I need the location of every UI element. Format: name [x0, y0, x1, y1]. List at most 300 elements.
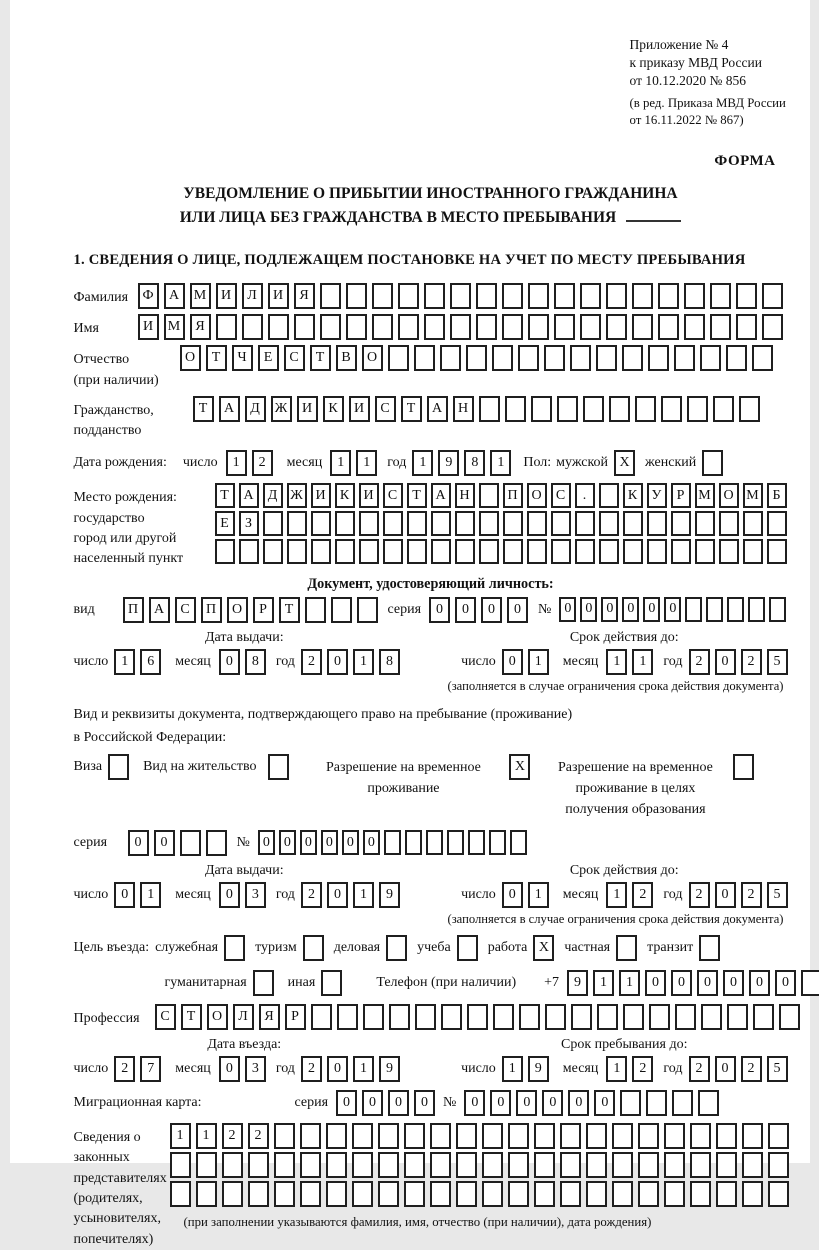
char-box[interactable]: О — [180, 345, 201, 371]
char-box[interactable]: М — [743, 483, 763, 508]
char-box[interactable]: Т — [279, 597, 300, 623]
char-box[interactable] — [544, 345, 565, 371]
char-box[interactable]: И — [349, 396, 370, 422]
char-box[interactable] — [215, 539, 235, 564]
visa-checkbox[interactable] — [108, 754, 129, 780]
char-box[interactable] — [664, 1181, 685, 1207]
char-box[interactable] — [405, 830, 422, 855]
char-box[interactable]: 1 — [356, 450, 377, 476]
char-box[interactable] — [557, 396, 578, 422]
temporary-residence-education-checkbox[interactable] — [733, 754, 754, 780]
char-box[interactable] — [690, 1181, 711, 1207]
char-box[interactable] — [456, 1123, 477, 1149]
char-box[interactable] — [623, 539, 643, 564]
char-box[interactable] — [287, 539, 307, 564]
char-box[interactable] — [684, 314, 705, 340]
char-box[interactable] — [378, 1152, 399, 1178]
char-box[interactable]: А — [164, 283, 185, 309]
char-box[interactable]: 2 — [301, 1056, 322, 1082]
char-box[interactable] — [359, 539, 379, 564]
char-box[interactable] — [320, 283, 341, 309]
char-box[interactable]: 0 — [568, 1090, 589, 1116]
char-box[interactable] — [216, 314, 237, 340]
char-box[interactable] — [632, 283, 653, 309]
char-box[interactable] — [743, 511, 763, 536]
char-box[interactable] — [769, 597, 786, 622]
char-box[interactable] — [346, 283, 367, 309]
char-box[interactable]: 0 — [455, 597, 476, 623]
char-box[interactable] — [294, 314, 315, 340]
char-box[interactable]: 1 — [606, 1056, 627, 1082]
char-box[interactable]: А — [149, 597, 170, 623]
char-box[interactable]: 0 — [154, 830, 175, 856]
char-box[interactable] — [742, 1152, 763, 1178]
char-box[interactable]: М — [190, 283, 211, 309]
residence-permit-checkbox[interactable] — [268, 754, 289, 780]
char-box[interactable]: 5 — [767, 882, 788, 908]
char-box[interactable] — [404, 1181, 425, 1207]
char-box[interactable] — [450, 283, 471, 309]
char-box[interactable] — [287, 511, 307, 536]
char-box[interactable]: Т — [310, 345, 331, 371]
char-box[interactable] — [378, 1181, 399, 1207]
char-box[interactable]: 7 — [140, 1056, 161, 1082]
char-box[interactable] — [493, 1004, 514, 1030]
char-box[interactable] — [482, 1181, 503, 1207]
char-box[interactable]: 1 — [114, 649, 135, 675]
char-box[interactable] — [450, 314, 471, 340]
char-box[interactable] — [300, 1123, 321, 1149]
char-box[interactable]: 1 — [226, 450, 247, 476]
char-box[interactable]: 0 — [715, 649, 736, 675]
char-box[interactable] — [337, 1004, 358, 1030]
char-box[interactable] — [623, 511, 643, 536]
char-box[interactable] — [623, 1004, 644, 1030]
char-box[interactable] — [359, 511, 379, 536]
char-box[interactable]: 9 — [528, 1056, 549, 1082]
char-box[interactable] — [768, 1152, 789, 1178]
char-box[interactable] — [170, 1152, 191, 1178]
char-box[interactable] — [404, 1152, 425, 1178]
char-box[interactable] — [407, 539, 427, 564]
char-box[interactable] — [268, 314, 289, 340]
char-box[interactable] — [767, 511, 787, 536]
char-box[interactable] — [586, 1123, 607, 1149]
char-box[interactable] — [196, 1181, 217, 1207]
char-box[interactable]: 0 — [723, 970, 744, 996]
char-box[interactable]: 0 — [542, 1090, 563, 1116]
char-box[interactable]: Е — [215, 511, 235, 536]
char-box[interactable] — [430, 1123, 451, 1149]
char-box[interactable] — [404, 1123, 425, 1149]
char-box[interactable] — [575, 511, 595, 536]
char-box[interactable]: 3 — [245, 882, 266, 908]
char-box[interactable] — [426, 830, 443, 855]
char-box[interactable] — [534, 1181, 555, 1207]
char-box[interactable] — [606, 314, 627, 340]
char-box[interactable]: И — [216, 283, 237, 309]
study-checkbox[interactable] — [457, 935, 478, 961]
char-box[interactable] — [698, 1090, 719, 1116]
char-box[interactable] — [311, 539, 331, 564]
char-box[interactable]: 1 — [606, 882, 627, 908]
char-box[interactable]: 2 — [248, 1123, 269, 1149]
char-box[interactable]: 0 — [671, 970, 692, 996]
char-box[interactable] — [762, 314, 783, 340]
char-box[interactable] — [468, 830, 485, 855]
char-box[interactable] — [383, 511, 403, 536]
char-box[interactable]: О — [362, 345, 383, 371]
char-box[interactable] — [586, 1181, 607, 1207]
char-box[interactable]: А — [219, 396, 240, 422]
char-box[interactable]: 2 — [632, 1056, 653, 1082]
char-box[interactable]: 0 — [279, 830, 296, 855]
char-box[interactable] — [508, 1123, 529, 1149]
char-box[interactable] — [612, 1152, 633, 1178]
char-box[interactable] — [263, 511, 283, 536]
char-box[interactable] — [239, 539, 259, 564]
char-box[interactable] — [647, 511, 667, 536]
char-box[interactable]: 0 — [697, 970, 718, 996]
char-box[interactable]: А — [427, 396, 448, 422]
char-box[interactable]: 0 — [327, 882, 348, 908]
char-box[interactable] — [466, 345, 487, 371]
char-box[interactable] — [700, 345, 721, 371]
char-box[interactable] — [739, 396, 760, 422]
char-box[interactable] — [609, 396, 630, 422]
char-box[interactable] — [415, 1004, 436, 1030]
char-box[interactable] — [551, 511, 571, 536]
char-box[interactable] — [649, 1004, 670, 1030]
char-box[interactable] — [479, 396, 500, 422]
char-box[interactable]: Д — [245, 396, 266, 422]
char-box[interactable] — [352, 1181, 373, 1207]
char-box[interactable]: Б — [767, 483, 787, 508]
char-box[interactable] — [675, 1004, 696, 1030]
char-box[interactable]: 0 — [481, 597, 502, 623]
char-box[interactable] — [647, 539, 667, 564]
char-box[interactable]: О — [227, 597, 248, 623]
char-box[interactable]: 0 — [507, 597, 528, 623]
char-box[interactable] — [180, 830, 201, 856]
char-box[interactable] — [713, 396, 734, 422]
char-box[interactable]: Т — [401, 396, 422, 422]
char-box[interactable]: 3 — [245, 1056, 266, 1082]
char-box[interactable] — [742, 1181, 763, 1207]
char-box[interactable] — [455, 539, 475, 564]
char-box[interactable] — [527, 539, 547, 564]
char-box[interactable]: 2 — [689, 649, 710, 675]
char-box[interactable]: . — [575, 483, 595, 508]
char-box[interactable] — [335, 511, 355, 536]
char-box[interactable] — [326, 1152, 347, 1178]
char-box[interactable]: 0 — [715, 1056, 736, 1082]
char-box[interactable]: Е — [258, 345, 279, 371]
char-box[interactable]: 1 — [412, 450, 433, 476]
char-box[interactable] — [534, 1123, 555, 1149]
char-box[interactable] — [326, 1181, 347, 1207]
char-box[interactable]: 1 — [196, 1123, 217, 1149]
char-box[interactable]: 1 — [140, 882, 161, 908]
char-box[interactable] — [519, 1004, 540, 1030]
char-box[interactable]: Т — [181, 1004, 202, 1030]
char-box[interactable] — [706, 597, 723, 622]
char-box[interactable] — [311, 1004, 332, 1030]
char-box[interactable]: К — [323, 396, 344, 422]
char-box[interactable] — [597, 1004, 618, 1030]
char-box[interactable]: 9 — [567, 970, 588, 996]
char-box[interactable] — [528, 314, 549, 340]
work-checkbox[interactable]: X — [533, 935, 554, 961]
char-box[interactable]: 2 — [222, 1123, 243, 1149]
char-box[interactable] — [492, 345, 513, 371]
char-box[interactable]: 5 — [767, 1056, 788, 1082]
char-box[interactable]: 0 — [362, 1090, 383, 1116]
char-box[interactable] — [456, 1152, 477, 1178]
char-box[interactable] — [690, 1152, 711, 1178]
char-box[interactable] — [440, 345, 461, 371]
char-box[interactable] — [372, 314, 393, 340]
char-box[interactable] — [801, 970, 819, 996]
char-box[interactable]: М — [164, 314, 185, 340]
char-box[interactable]: 8 — [464, 450, 485, 476]
char-box[interactable]: З — [239, 511, 259, 536]
char-box[interactable]: О — [719, 483, 739, 508]
char-box[interactable] — [476, 283, 497, 309]
char-box[interactable]: 0 — [300, 830, 317, 855]
char-box[interactable] — [503, 539, 523, 564]
char-box[interactable]: 1 — [619, 970, 640, 996]
char-box[interactable] — [648, 345, 669, 371]
char-box[interactable] — [695, 539, 715, 564]
char-box[interactable]: 0 — [622, 597, 639, 622]
char-box[interactable]: 1 — [353, 1056, 374, 1082]
char-box[interactable]: 0 — [664, 597, 681, 622]
char-box[interactable] — [357, 597, 378, 623]
char-box[interactable]: П — [201, 597, 222, 623]
char-box[interactable] — [748, 597, 765, 622]
char-box[interactable] — [300, 1152, 321, 1178]
char-box[interactable] — [560, 1123, 581, 1149]
char-box[interactable]: 1 — [593, 970, 614, 996]
char-box[interactable]: 1 — [606, 649, 627, 675]
char-box[interactable]: 9 — [379, 882, 400, 908]
char-box[interactable]: У — [647, 483, 667, 508]
char-box[interactable] — [638, 1181, 659, 1207]
char-box[interactable] — [545, 1004, 566, 1030]
char-box[interactable] — [508, 1152, 529, 1178]
char-box[interactable]: 2 — [301, 649, 322, 675]
char-box[interactable]: Т — [193, 396, 214, 422]
male-checkbox[interactable]: X — [614, 450, 635, 476]
char-box[interactable]: С — [284, 345, 305, 371]
char-box[interactable] — [476, 314, 497, 340]
char-box[interactable] — [352, 1123, 373, 1149]
char-box[interactable] — [710, 314, 731, 340]
char-box[interactable]: 2 — [301, 882, 322, 908]
char-box[interactable]: 1 — [170, 1123, 191, 1149]
char-box[interactable]: С — [175, 597, 196, 623]
char-box[interactable]: 0 — [715, 882, 736, 908]
char-box[interactable]: Л — [242, 283, 263, 309]
char-box[interactable] — [716, 1152, 737, 1178]
char-box[interactable] — [658, 314, 679, 340]
char-box[interactable] — [414, 345, 435, 371]
char-box[interactable] — [441, 1004, 462, 1030]
char-box[interactable]: 1 — [528, 882, 549, 908]
char-box[interactable] — [527, 511, 547, 536]
char-box[interactable] — [531, 396, 552, 422]
char-box[interactable]: 0 — [490, 1090, 511, 1116]
char-box[interactable]: 2 — [689, 1056, 710, 1082]
char-box[interactable] — [635, 396, 656, 422]
char-box[interactable] — [326, 1123, 347, 1149]
char-box[interactable]: Н — [455, 483, 475, 508]
char-box[interactable] — [779, 1004, 800, 1030]
char-box[interactable] — [534, 1152, 555, 1178]
char-box[interactable] — [467, 1004, 488, 1030]
char-box[interactable] — [388, 345, 409, 371]
transit-checkbox[interactable] — [699, 935, 720, 961]
char-box[interactable]: К — [335, 483, 355, 508]
char-box[interactable]: 2 — [689, 882, 710, 908]
char-box[interactable] — [502, 314, 523, 340]
char-box[interactable]: 0 — [258, 830, 275, 855]
char-box[interactable]: Я — [190, 314, 211, 340]
char-box[interactable] — [716, 1123, 737, 1149]
char-box[interactable]: Т — [215, 483, 235, 508]
char-box[interactable] — [612, 1181, 633, 1207]
char-box[interactable]: 0 — [342, 830, 359, 855]
char-box[interactable] — [508, 1181, 529, 1207]
char-box[interactable]: А — [239, 483, 259, 508]
char-box[interactable]: 0 — [749, 970, 770, 996]
char-box[interactable] — [248, 1152, 269, 1178]
char-box[interactable] — [664, 1152, 685, 1178]
char-box[interactable]: Н — [453, 396, 474, 422]
char-box[interactable] — [599, 511, 619, 536]
tourism-checkbox[interactable] — [303, 935, 324, 961]
char-box[interactable] — [398, 283, 419, 309]
char-box[interactable]: К — [623, 483, 643, 508]
char-box[interactable]: Л — [233, 1004, 254, 1030]
char-box[interactable] — [727, 597, 744, 622]
char-box[interactable]: 8 — [245, 649, 266, 675]
char-box[interactable] — [510, 830, 527, 855]
temporary-residence-checkbox[interactable]: X — [509, 754, 530, 780]
char-box[interactable] — [248, 1181, 269, 1207]
char-box[interactable] — [672, 1090, 693, 1116]
char-box[interactable] — [431, 511, 451, 536]
char-box[interactable] — [222, 1181, 243, 1207]
char-box[interactable] — [768, 1123, 789, 1149]
char-box[interactable] — [489, 830, 506, 855]
char-box[interactable]: 2 — [741, 1056, 762, 1082]
char-box[interactable] — [727, 1004, 748, 1030]
char-box[interactable] — [479, 539, 499, 564]
humanitarian-checkbox[interactable] — [253, 970, 274, 996]
char-box[interactable]: А — [431, 483, 451, 508]
char-box[interactable] — [599, 483, 619, 508]
char-box[interactable]: 0 — [643, 597, 660, 622]
char-box[interactable]: Ж — [271, 396, 292, 422]
char-box[interactable]: 0 — [363, 830, 380, 855]
char-box[interactable]: 5 — [767, 649, 788, 675]
char-box[interactable] — [767, 539, 787, 564]
char-box[interactable]: 1 — [490, 450, 511, 476]
char-box[interactable] — [664, 1123, 685, 1149]
char-box[interactable]: И — [311, 483, 331, 508]
char-box[interactable]: 0 — [219, 882, 240, 908]
char-box[interactable] — [768, 1181, 789, 1207]
char-box[interactable] — [352, 1152, 373, 1178]
char-box[interactable]: Р — [671, 483, 691, 508]
char-box[interactable]: С — [155, 1004, 176, 1030]
char-box[interactable]: М — [695, 483, 715, 508]
official-checkbox[interactable] — [224, 935, 245, 961]
char-box[interactable]: Т — [206, 345, 227, 371]
char-box[interactable] — [502, 283, 523, 309]
char-box[interactable]: 0 — [464, 1090, 485, 1116]
char-box[interactable]: 0 — [559, 597, 576, 622]
char-box[interactable] — [274, 1181, 295, 1207]
char-box[interactable]: 0 — [601, 597, 618, 622]
char-box[interactable]: 0 — [580, 597, 597, 622]
char-box[interactable] — [346, 314, 367, 340]
char-box[interactable] — [554, 314, 575, 340]
char-box[interactable] — [671, 511, 691, 536]
char-box[interactable] — [311, 511, 331, 536]
char-box[interactable]: О — [207, 1004, 228, 1030]
char-box[interactable] — [378, 1123, 399, 1149]
char-box[interactable] — [646, 1090, 667, 1116]
char-box[interactable] — [482, 1152, 503, 1178]
char-box[interactable]: И — [359, 483, 379, 508]
char-box[interactable]: 1 — [528, 649, 549, 675]
char-box[interactable]: 6 — [140, 649, 161, 675]
char-box[interactable] — [719, 539, 739, 564]
char-box[interactable] — [684, 283, 705, 309]
char-box[interactable] — [701, 1004, 722, 1030]
char-box[interactable] — [407, 511, 427, 536]
char-box[interactable]: И — [268, 283, 289, 309]
char-box[interactable] — [424, 283, 445, 309]
char-box[interactable]: 1 — [330, 450, 351, 476]
char-box[interactable] — [583, 396, 604, 422]
char-box[interactable] — [335, 539, 355, 564]
char-box[interactable] — [560, 1181, 581, 1207]
char-box[interactable]: И — [297, 396, 318, 422]
char-box[interactable] — [430, 1181, 451, 1207]
business-checkbox[interactable] — [386, 935, 407, 961]
char-box[interactable]: 2 — [741, 882, 762, 908]
char-box[interactable] — [447, 830, 464, 855]
char-box[interactable] — [518, 345, 539, 371]
char-box[interactable] — [170, 1181, 191, 1207]
char-box[interactable] — [331, 597, 352, 623]
char-box[interactable] — [742, 1123, 763, 1149]
char-box[interactable] — [596, 345, 617, 371]
char-box[interactable]: 2 — [114, 1056, 135, 1082]
char-box[interactable] — [479, 483, 499, 508]
char-box[interactable]: Ж — [287, 483, 307, 508]
char-box[interactable] — [571, 1004, 592, 1030]
char-box[interactable] — [743, 539, 763, 564]
char-box[interactable] — [305, 597, 326, 623]
female-checkbox[interactable] — [702, 450, 723, 476]
char-box[interactable] — [431, 539, 451, 564]
char-box[interactable] — [726, 345, 747, 371]
